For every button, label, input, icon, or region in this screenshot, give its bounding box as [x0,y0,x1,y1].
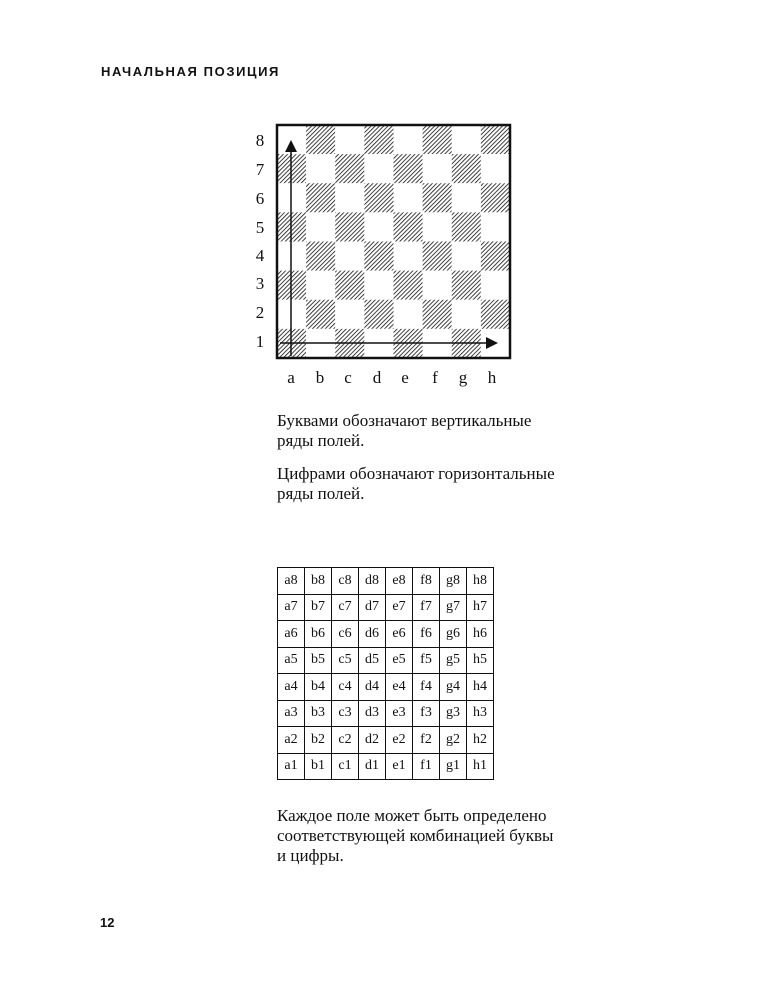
table-cell-f7: f7 [413,594,440,621]
board-square-h4 [481,242,510,271]
table-cell-g6: g6 [440,621,467,648]
board-square-d7 [364,154,393,183]
table-cell-b7: b7 [305,594,332,621]
board-square-h7 [481,154,510,183]
board-square-e2 [394,300,423,329]
rank-label-2: 2 [255,303,265,322]
table-cell-d6: d6 [359,621,386,648]
table-cell-e8: e8 [386,568,413,595]
table-cell-c5: c5 [332,647,359,674]
caption-letters-line-2: ряды полей. [277,431,365,450]
page-number: 12 [100,915,115,930]
board-square-h5 [481,212,510,241]
board-square-c2 [335,300,364,329]
footer-line-1: Каждое поле может быть определено [277,806,547,825]
rank-label-5: 5 [255,218,265,237]
board-square-d6 [364,183,393,212]
board-square-c4 [335,242,364,271]
board-square-c5 [335,212,364,241]
table-cell-f2: f2 [413,727,440,754]
table-cell-c1: c1 [332,753,359,780]
file-label-f: f [432,368,438,387]
table-cell-e4: e4 [386,674,413,701]
table-row [278,753,494,780]
table-cell-c8: c8 [332,568,359,595]
table-cell-b2: b2 [305,727,332,754]
board-square-d2 [364,300,393,329]
board-square-c3 [335,271,364,300]
board-square-f8 [423,125,452,154]
board-square-b8 [306,125,335,154]
table-cell-e3: e3 [386,700,413,727]
table-cell-e2: e2 [386,727,413,754]
board-square-e7 [394,154,423,183]
board-square-e6 [394,183,423,212]
rank-label-8: 8 [255,131,265,150]
table-cell-d1: d1 [359,753,386,780]
table-cell-g5: g5 [440,647,467,674]
file-label-a: a [287,368,295,387]
board-square-h6 [481,183,510,212]
file-label-e: e [401,368,409,387]
board-square-g3 [452,271,481,300]
table-row [278,674,494,701]
table-cell-h7: h7 [467,594,494,621]
table-cell-a3: a3 [278,700,305,727]
table-cell-g8: g8 [440,568,467,595]
footer-line-3: и цифры. [277,846,344,865]
table-cell-c2: c2 [332,727,359,754]
table-cell-b3: b3 [305,700,332,727]
table-row [278,700,494,727]
table-cell-f5: f5 [413,647,440,674]
board-square-f3 [423,271,452,300]
table-cell-a7: a7 [278,594,305,621]
table-cell-h4: h4 [467,674,494,701]
board-square-f2 [423,300,452,329]
table-cell-a6: a6 [278,621,305,648]
board-square-c6 [335,183,364,212]
caption-numbers-line-1: Цифрами обозначают горизонтальные [277,464,555,483]
board-square-d4 [364,242,393,271]
table-cell-g4: g4 [440,674,467,701]
rank-label-4: 4 [255,246,265,265]
board-square-d8 [364,125,393,154]
table-cell-a1: a1 [278,753,305,780]
table-cell-c4: c4 [332,674,359,701]
board-square-g2 [452,300,481,329]
caption-numbers-line-2: ряды полей. [277,484,365,503]
rank-label-3: 3 [255,274,265,293]
board-square-h3 [481,271,510,300]
board-square-f7 [423,154,452,183]
table-cell-f4: f4 [413,674,440,701]
table-cell-h1: h1 [467,753,494,780]
board-square-f6 [423,183,452,212]
board-square-h2 [481,300,510,329]
table-row [278,621,494,648]
board-square-c8 [335,125,364,154]
page-heading: НАЧАЛЬНАЯ ПОЗИЦИЯ [101,64,280,79]
table-cell-h5: h5 [467,647,494,674]
table-cell-g7: g7 [440,594,467,621]
board-square-g7 [452,154,481,183]
table-cell-f6: f6 [413,621,440,648]
board-square-e8 [394,125,423,154]
table-cell-e1: e1 [386,753,413,780]
table-cell-a4: a4 [278,674,305,701]
caption-numbers [277,464,597,504]
table-cell-b8: b8 [305,568,332,595]
file-label-g: g [458,368,468,387]
board-square-b2 [306,300,335,329]
board-square-e4 [394,242,423,271]
board-square-g8 [452,125,481,154]
board-square-b4 [306,242,335,271]
table-cell-g1: g1 [440,753,467,780]
footer-text [277,806,597,866]
table-cell-e5: e5 [386,647,413,674]
table-cell-h6: h6 [467,621,494,648]
table-cell-f3: f3 [413,700,440,727]
board-square-g4 [452,242,481,271]
board-square-e3 [394,271,423,300]
board-square-e5 [394,212,423,241]
table-cell-d7: d7 [359,594,386,621]
table-cell-d4: d4 [359,674,386,701]
table-row [278,647,494,674]
table-cell-d2: d2 [359,727,386,754]
footer-line-2: соответствующей комбинацией буквы [277,826,554,845]
rank-label-1: 1 [255,332,265,351]
board-square-f5 [423,212,452,241]
board-square-d5 [364,212,393,241]
rank-label-7: 7 [255,160,265,179]
board-square-h8 [481,125,510,154]
board-square-b3 [306,271,335,300]
table-cell-d3: d3 [359,700,386,727]
square-notation-table [277,567,494,780]
caption-letters [277,411,597,451]
board-square-d3 [364,271,393,300]
table-cell-a5: a5 [278,647,305,674]
table-cell-g3: g3 [440,700,467,727]
board-square-b6 [306,183,335,212]
rank-label-6: 6 [255,189,265,208]
table-cell-g2: g2 [440,727,467,754]
table-cell-e7: e7 [386,594,413,621]
table-cell-h3: h3 [467,700,494,727]
file-label-c: c [344,368,352,387]
table-cell-b1: b1 [305,753,332,780]
table-cell-d8: d8 [359,568,386,595]
table-cell-b4: b4 [305,674,332,701]
table-cell-d5: d5 [359,647,386,674]
file-label-d: d [372,368,382,387]
file-label-h: h [487,368,497,387]
table-cell-a2: a2 [278,727,305,754]
table-cell-a8: a8 [278,568,305,595]
table-row [278,568,494,595]
board-square-c7 [335,154,364,183]
caption-letters-line-1: Буквами обозначают вертикальные [277,411,532,430]
board-square-g6 [452,183,481,212]
table-cell-f8: f8 [413,568,440,595]
table-cell-b6: b6 [305,621,332,648]
table-cell-e6: e6 [386,621,413,648]
table-cell-c3: c3 [332,700,359,727]
table-cell-b5: b5 [305,647,332,674]
board-square-f4 [423,242,452,271]
board-square-g5 [452,212,481,241]
table-row [278,727,494,754]
table-cell-f1: f1 [413,753,440,780]
board-square-b7 [306,154,335,183]
table-row [278,594,494,621]
file-label-b: b [315,368,325,387]
table-cell-h2: h2 [467,727,494,754]
table-cell-h8: h8 [467,568,494,595]
table-cell-c6: c6 [332,621,359,648]
board-square-b5 [306,212,335,241]
table-cell-c7: c7 [332,594,359,621]
